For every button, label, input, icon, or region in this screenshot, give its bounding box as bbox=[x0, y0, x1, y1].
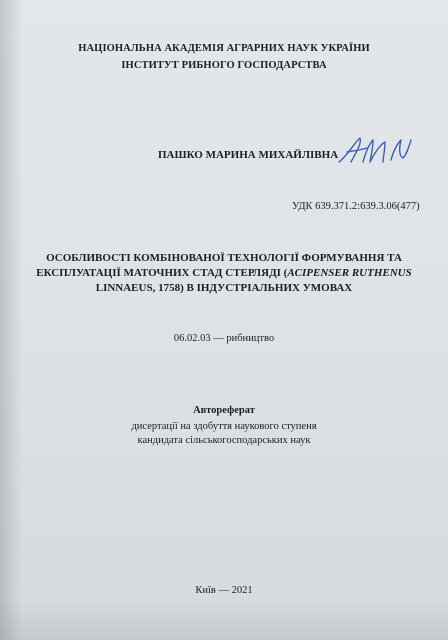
degree-line-2: кандидата сільськогосподарських наук bbox=[137, 435, 311, 446]
title-line-2-text: ЕКСПЛУАТАЦІЇ МАТОЧНИХ СТАД СТЕРЛЯДІ ( bbox=[36, 267, 288, 279]
place-year: Київ — 2021 bbox=[195, 585, 253, 596]
title-line-2 bbox=[0, 267, 448, 279]
institute-name: ІНСТИТУТ РИБНОГО ГОСПОДАРСТВА bbox=[121, 60, 327, 71]
title-line-3: LINNAEUS, 1758) В ІНДУСТРІАЛЬНИХ УМОВАХ bbox=[95, 282, 353, 294]
page-bottom-shadow bbox=[0, 600, 448, 640]
title-species-latin: ACIPENSER RUTHENUS bbox=[287, 267, 412, 279]
author-signature bbox=[333, 132, 415, 170]
page-edge-shadow bbox=[0, 0, 22, 640]
degree-line-1: дисертації на здобуття наукового ступеня bbox=[131, 421, 317, 432]
abstract-label: Автореферат bbox=[193, 405, 255, 416]
academy-name: НАЦІОНАЛЬНА АКАДЕМІЯ АГРАРНИХ НАУК УКРАЇНИ bbox=[78, 43, 370, 54]
udk-code: УДК 639.371.2:639.3.06(477) bbox=[292, 201, 420, 212]
specialty-code: 06.02.03 — рибництво bbox=[173, 333, 275, 344]
author-name: ПАШКО МАРИНА МИХАЙЛІВНА bbox=[158, 149, 339, 161]
title-line-1: ОСОБЛИВОСТІ КОМБІНОВАНОЇ ТЕХНОЛОГІЇ ФОРМУВАННЯ ТА bbox=[46, 252, 402, 264]
